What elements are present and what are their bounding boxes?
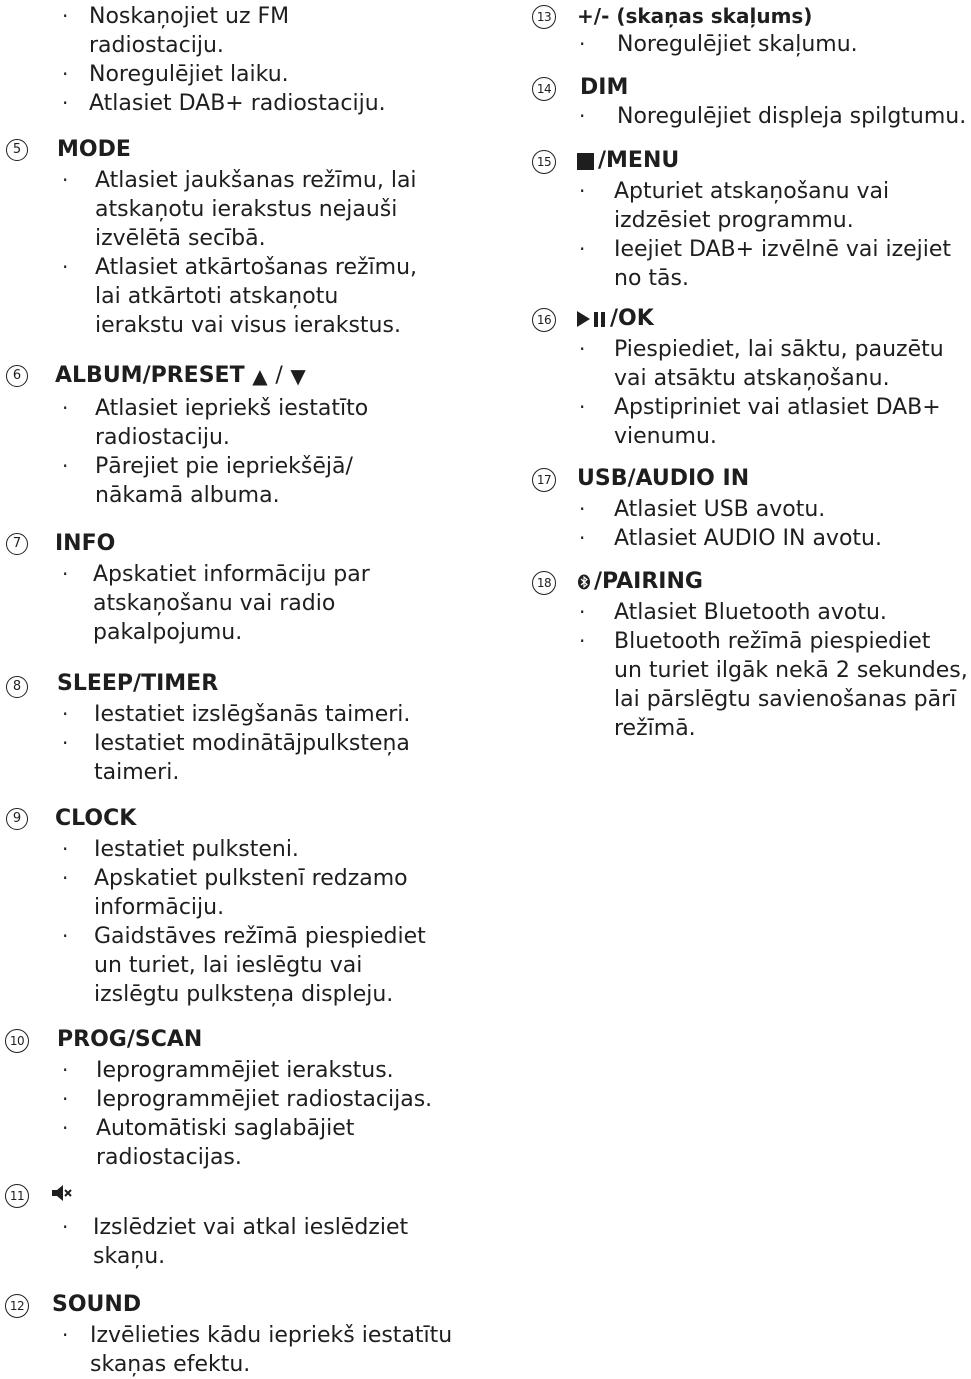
list-item [62,864,426,922]
bullet: · [579,237,586,261]
callout-number: 6 [6,365,28,387]
list-item [579,393,944,451]
item-list [62,835,426,1009]
item-list [579,495,882,553]
down-triangle-icon: ▼ [290,364,306,388]
stop-icon [577,153,594,170]
list-item [62,700,410,729]
bullet: · [62,731,69,755]
section-title [577,568,703,596]
section-title: DIM [580,75,629,100]
bullet: · [579,32,586,56]
item-text: lai pārslēgtu savienošanas pārī [614,687,957,712]
item-text: skaņas efektu. [90,1352,251,1377]
section-title: +/- (skaņas skaļums) [577,4,813,28]
list-item [579,598,968,627]
item-text: Atlasiet Bluetooth avotu. [614,600,887,625]
section-title: USB/AUDIO IN [577,466,750,491]
item-text: Atlasiet iepriekš iestatīto [95,396,369,421]
list-item [62,1321,452,1379]
item-text: atskaņotu ierakstus nejauši [95,197,398,222]
list-item [62,1056,432,1085]
callout-number: 16 [532,308,556,332]
bullet: · [579,179,586,203]
bullet: · [62,1116,69,1140]
list-item [579,30,858,59]
item-text: un turiet ilgāk nekā 2 sekundes, [614,658,968,683]
item-text: Pārejiet pie iepriekšējā/ [95,454,353,479]
bullet: · [62,4,69,28]
bullet: · [62,924,69,948]
bullet: · [579,337,586,361]
bullet: · [62,866,69,890]
item-text: ierakstu vai visus ierakstus. [95,313,401,338]
item-text: Iestatiet modinātājpulksteņa [94,731,410,756]
item-text: Noregulējiet laiku. [89,62,289,87]
item-list [579,335,944,451]
bullet: · [62,562,69,586]
item-text: izdzēsiet programmu. [614,208,854,233]
list-item [62,1213,408,1271]
list-item [62,166,417,253]
title-text: ALBUM/PRESET [55,363,245,388]
bullet: · [62,702,69,726]
list-item [62,253,417,340]
item-text: un turiet, lai ieslēgtu vai [94,953,363,978]
item-text: Atlasiet atkārtošanas režīmu, [95,255,418,280]
item-text: Apturiet atskaņošanu vai [614,179,890,204]
item-text: Apskatiet pulkstenī redzamo [94,866,408,891]
mute-icon-graphic [50,1181,74,1205]
bullet: · [62,396,69,420]
list-item [62,729,410,787]
item-text: vai atsāktu atskaņošanu. [614,366,890,391]
section-title: SLEEP/TIMER [57,671,219,696]
item-text: Noskaņojiet uz FM [89,4,290,29]
mute-icon [50,1181,74,1205]
list-item [62,2,386,60]
item-text: Noregulējiet skaļumu. [617,32,858,57]
item-list [579,598,968,743]
item-text: Iestatiet pulksteni. [94,837,299,862]
list-item [62,835,426,864]
item-text: Bluetooth režīmā piespiediet [614,629,931,654]
item-text: Atlasiet AUDIO IN avotu. [614,526,882,551]
item-text: pakalpojumu. [93,620,243,645]
section-title: SOUND [52,1292,142,1317]
item-text: Apskatiet informāciju par [93,562,370,587]
item-text: Izslēdziet vai atkal ieslēdziet [93,1215,409,1240]
section-title [577,147,679,175]
item-list [579,30,858,59]
callout-number: 11 [5,1184,29,1208]
play-icon [577,311,590,327]
item-text: taimeri. [94,760,180,785]
bullet: · [62,62,69,86]
up-triangle-icon: ▲ [252,364,268,388]
list-item [579,524,882,553]
item-text: režīmā. [614,716,696,741]
item-list [62,166,417,340]
item-text: skaņu. [93,1244,166,1269]
item-text: Iestatiet izslēgšanās taimeri. [94,702,411,727]
bullet: · [62,837,69,861]
title-text: /PAIRING [594,569,703,594]
callout-number: 13 [532,5,556,29]
list-item [62,560,370,647]
item-text: Ieprogrammējiet ierakstus. [96,1058,394,1083]
item-text: Noregulējiet displeja spilgtumu. [617,104,967,129]
bullet: · [579,526,586,550]
pause-icon [594,312,598,327]
bullet: · [579,104,586,128]
section-title: PROG/SCAN [57,1027,203,1052]
item-text: Ieprogrammējiet radiostacijas. [96,1087,433,1112]
item-text: Apstipriniet vai atlasiet DAB+ [614,395,941,420]
bullet: · [62,168,69,192]
item-text: atskaņošanu vai radio [93,591,336,616]
item-text: radiostaciju. [89,33,224,58]
item-text: izslēgtu pulksteņa displeju. [94,982,394,1007]
slash: / [275,363,283,388]
bullet: · [579,497,586,521]
item-text: Piespiediet, lai sāktu, pauzētu [614,337,944,362]
callout-number: 10 [5,1029,29,1053]
bullet: · [579,600,586,624]
bullet: · [62,91,69,115]
list-item [62,60,386,89]
callout-number: 9 [6,808,28,830]
item-text: izvēlētā secībā. [95,226,266,251]
item-list [62,700,410,787]
callout-number: 7 [6,533,28,555]
list-item [579,102,966,131]
item-list [0,2,386,118]
bullet: · [62,1323,69,1347]
section-title [55,362,306,390]
bullet: · [62,1058,69,1082]
item-list [62,1056,432,1172]
item-list [62,394,368,510]
bullet: · [62,1215,69,1239]
list-item [62,394,368,452]
title-text: /OK [610,306,654,331]
item-list [579,177,951,293]
section-title: CLOCK [55,806,137,831]
item-list [579,102,966,131]
item-text: lai atkārtoti atskaņotu [95,284,339,309]
item-text: Atlasiet jaukšanas režīmu, lai [95,168,417,193]
item-list [62,1213,408,1271]
item-text: Automātiski saglabājiet [96,1116,355,1141]
list-item [579,335,944,393]
item-text: Gaidstāves režīmā piespiediet [94,924,426,949]
item-text: Ieejiet DAB+ izvēlnē vai izejiet [614,237,952,262]
item-text: no tās. [614,266,689,291]
item-text: radiostacijas. [96,1145,242,1170]
callout-number: 18 [532,571,556,595]
section-title: INFO [55,531,116,556]
list-item [62,89,386,118]
section-title [577,305,654,333]
bullet: · [579,395,586,419]
list-item [62,922,426,1009]
list-item [579,627,968,743]
callout-number: 17 [532,468,556,492]
bullet: · [62,255,69,279]
item-text: Izvēlieties kādu iepriekš iestatītu [90,1323,453,1348]
list-item [579,495,882,524]
callout-number: 8 [6,676,28,698]
bullet: · [62,454,69,478]
callout-number: 14 [532,77,556,101]
item-list [62,560,370,647]
item-text: Atlasiet USB avotu. [614,497,826,522]
callout-number: 5 [6,139,28,161]
section-title: MODE [57,137,131,162]
list-item [579,177,951,235]
list-item [62,1114,432,1172]
item-text: nākamā albuma. [95,483,280,508]
list-item [62,1085,432,1114]
item-text: radiostaciju. [95,425,230,450]
callout-number: 15 [532,150,556,174]
list-item [62,452,368,510]
bullet: · [62,1087,69,1111]
item-text: vienumu. [614,424,717,449]
item-text: informāciju. [94,895,225,920]
callout-number: 12 [5,1294,29,1318]
item-list [62,1321,452,1379]
item-text: Atlasiet DAB+ radiostaciju. [89,91,386,116]
bullet: · [579,629,586,653]
title-text: /MENU [598,148,680,173]
list-item [579,235,951,293]
bluetooth-icon [577,574,591,590]
